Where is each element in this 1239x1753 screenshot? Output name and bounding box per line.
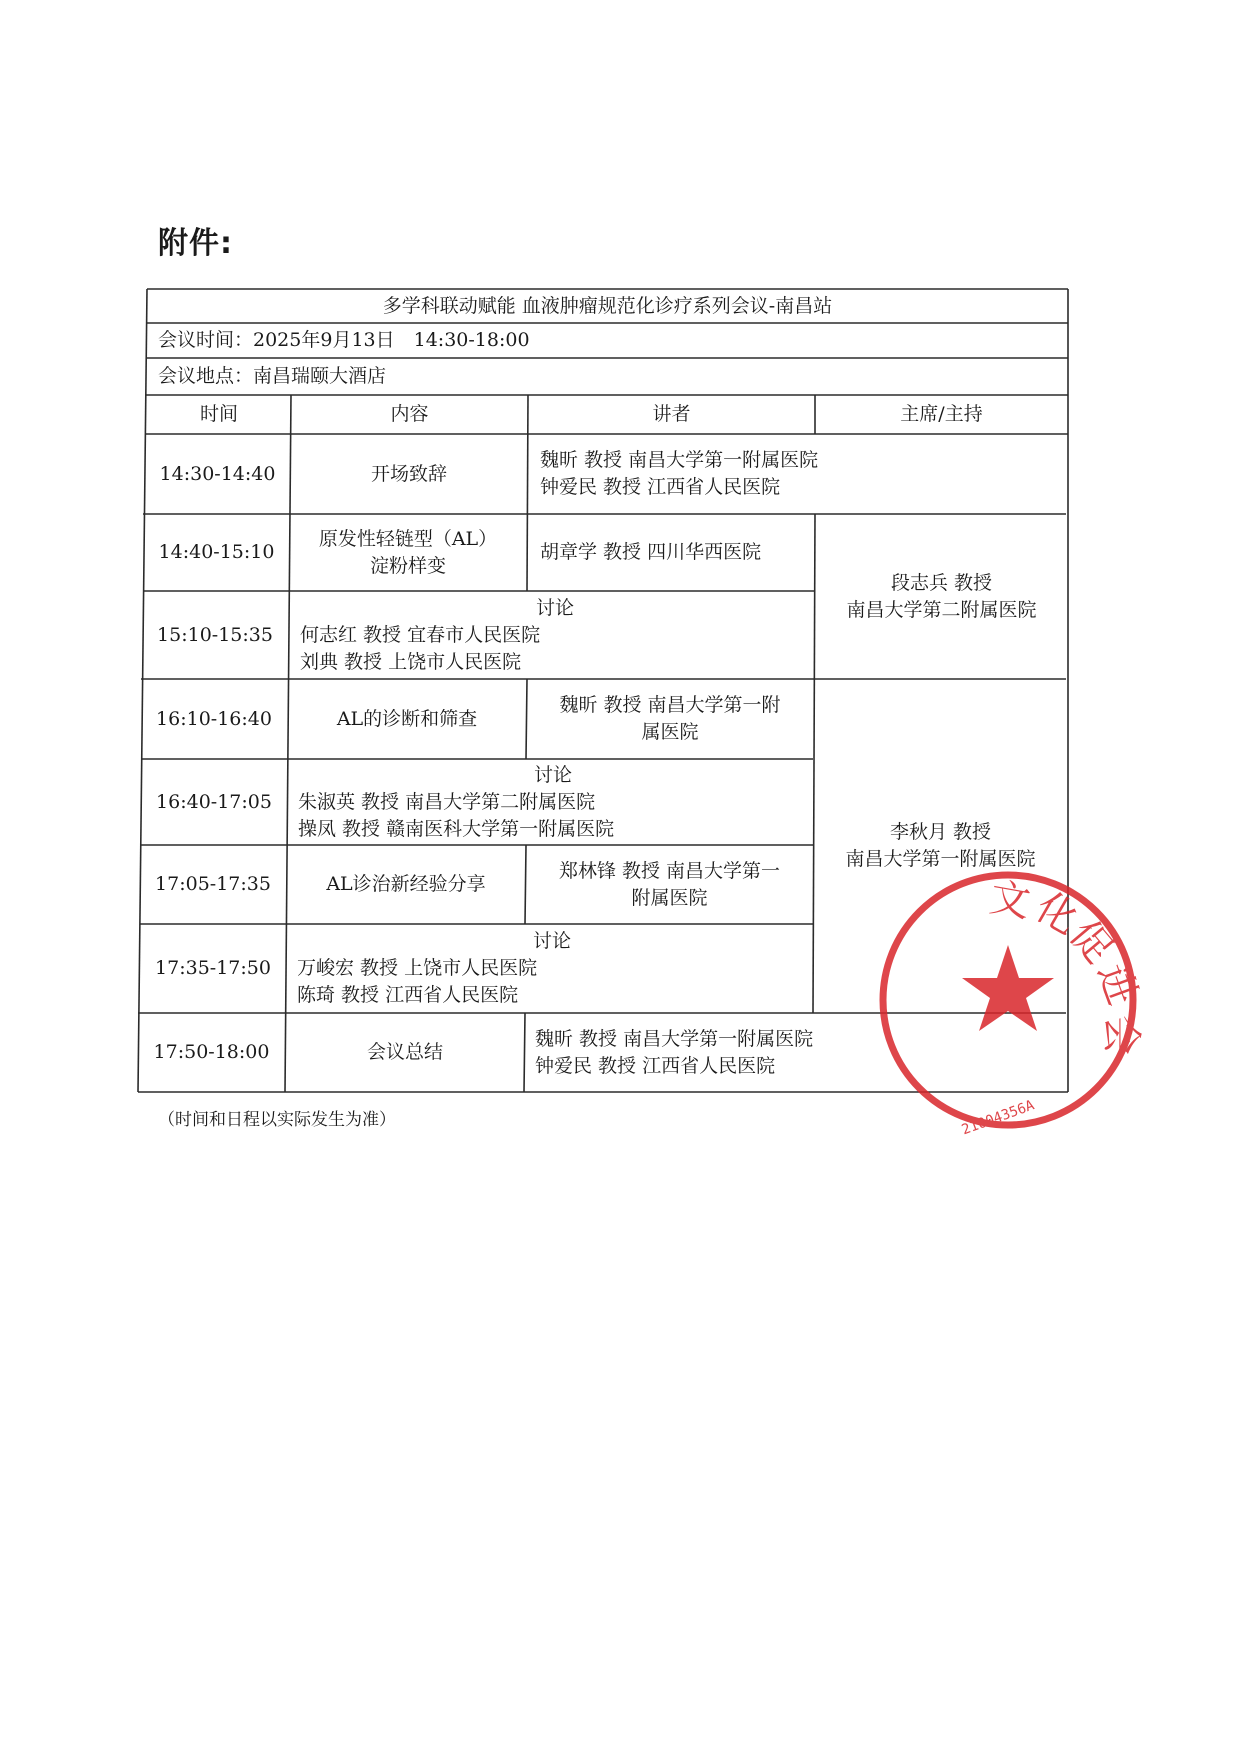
row-1-time: 14:30-14:40 (159, 462, 276, 485)
table-title: 多学科联动赋能 血液肿瘤规范化诊疗系列会议-南昌站 (382, 294, 833, 317)
svg-text:21004356A: 21004356A (959, 1097, 1037, 1139)
row-2-content: 原发性轻链型（AL） 淀粉样变 (318, 527, 498, 577)
header-chair: 主席/主持 (900, 403, 983, 425)
meeting-place: 会议地点：南昌瑞颐大酒店 (158, 365, 387, 387)
official-seal-stamp (948, 850, 1148, 1139)
row-2-speaker: 胡章学 教授 四川华西医院 (540, 541, 762, 563)
svg-text:进: 进 (1088, 957, 1146, 1012)
row-7-discussion: 讨论 万峻宏 教授 上饶市人民医院 陈琦 教授 江西省人民医院 (297, 930, 571, 1006)
header-speaker: 讲者 (652, 403, 691, 425)
row-3-time: 15:10-15:35 (157, 623, 273, 646)
row-4-speaker: 魏昕 教授 南昌大学第一附 属医院 (559, 694, 781, 743)
meeting-time: 会议时间：2025年9月13日 14:30-18:00 (158, 329, 530, 351)
svg-text:促: 促 (1060, 911, 1122, 973)
row-8-content: 会议总结 (366, 1041, 443, 1063)
row-3-discussion: 讨论 何志红 教授 宜春市人民医院 刘典 教授 上饶市人民医院 (300, 596, 574, 673)
row-8-speaker: 魏昕 教授 南昌大学第一附属医院 钟爱民 教授 江西省人民医院 (535, 1027, 814, 1077)
svg-text:会: 会 (1098, 1015, 1144, 1055)
row-6-speaker: 郑林锋 教授 南昌大学第一 附属医院 (558, 859, 781, 909)
row-8-time: 17:50-18:00 (153, 1041, 270, 1063)
row-6-time: 17:05-17:35 (155, 873, 271, 895)
footnote: （时间和日程以实际发生为准） (158, 1110, 396, 1130)
row-7-time: 17:35-17:50 (155, 957, 271, 979)
chair-1: 段志兵 教授 南昌大学第二附属医院 (846, 571, 1037, 621)
row-5-discussion: 讨论 朱淑英 教授 南昌大学第二附属医院 操凤 教授 赣南医科大学第一附属医院 (298, 763, 615, 840)
svg-text:化: 化 (1028, 883, 1086, 944)
svg-text:文: 文 (986, 874, 1034, 927)
attachment-label: 附件: (158, 226, 233, 261)
chair-2: 李秋月 教授 南昌大学第一附属医院 (845, 821, 1036, 870)
row-1-speaker: 魏昕 教授 南昌大学第一附属医院 钟爱民 教授 江西省人民医院 (540, 449, 819, 498)
header-time: 时间 (199, 403, 238, 425)
row-4-content: AL的诊断和筛查 (336, 707, 478, 730)
row-1-content: 开场致辞 (370, 462, 447, 485)
row-5-time: 16:40-17:05 (156, 790, 272, 813)
row-4-time: 16:10-16:40 (156, 707, 272, 730)
row-6-content: AL诊治新经验分享 (326, 873, 486, 895)
header-content: 内容 (390, 403, 429, 425)
row-2-time: 14:40-15:10 (158, 541, 275, 563)
